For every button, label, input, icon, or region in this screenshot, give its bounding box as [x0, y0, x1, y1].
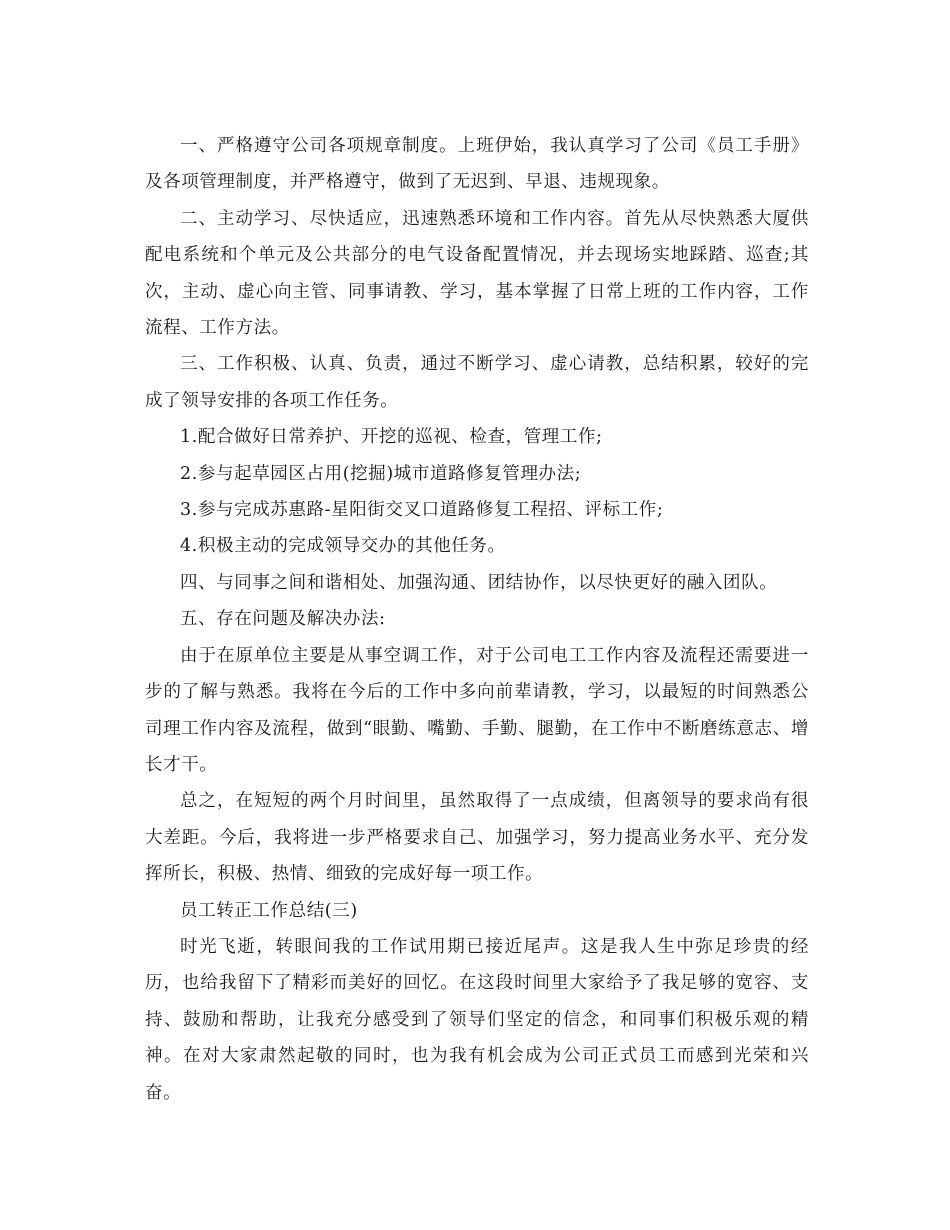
list-item-3: 3.参与完成苏惠路-星阳街交叉口道路修复工程招、评标工作;	[180, 500, 664, 521]
section-heading-summary-3: 员工转正工作总结(三)	[180, 900, 358, 921]
paragraph-learning: 二、主动学习、尽快适应，迅速熟悉环境和工作内容。首先从尽快熟悉大厦供配电系统和个单元及公共部分的电气设备配置情况，并去现场实地踩踏、巡查;其次，主动、虚心向主管、同事请教、学习，基本掌握了日常上班的工作内容，工作流程、工作方法。	[145, 208, 809, 339]
list-item-4: 4.积极主动的完成领导交办的其他任务。	[180, 536, 506, 557]
paragraph-conclusion: 总之，在短短的两个月时间里，虽然取得了一点成绩，但离领导的要求尚有很大差距。今后，我将进一步严格要求自己、加强学习，努力提高业务水平、充分发挥所长，积极、热情、细致的完成好每一项工作。	[145, 791, 809, 885]
list-item-1: 1.配合做好日常养护、开挖的巡视、检查，管理工作;	[180, 427, 603, 448]
document-body	[145, 128, 809, 1111]
paragraph-teamwork: 四、与同事之间和谐相处、加强沟通、团结协作，以尽快更好的融入团队。	[180, 572, 778, 593]
paragraph-work-attitude: 三、工作积极、认真、负责，通过不断学习、虚心请教，总结积累，较好的完成了领导安排的各项工作任务。	[145, 354, 809, 411]
paragraph-problems-solution: 由于在原单位主要是从事空调工作，对于公司电工工作内容及流程还需要进一步的了解与熟悉。我将在今后的工作中多向前辈请教，学习，以最短的时间熟悉公司理工作内容及流程，做到“眼勤、嘴勤、手勤、腿勤，在工作中不断磨练意志、增长才干。	[145, 645, 809, 775]
paragraph-rules: 一、严格遵守公司各项规章制度。上班伊始，我认真学习了公司《员工手册》及各项管理制度，并严格遵守，做到了无迟到、早退、违规现象。	[145, 136, 809, 193]
list-item-2: 2.参与起草园区占用(挖掘)城市道路修复管理办法;	[180, 463, 582, 484]
paragraph-problems-heading: 五、存在问题及解决办法:	[180, 609, 386, 630]
paragraph-probation-reflection: 时光飞逝，转眼间我的工作试用期已接近尾声。这是我人生中弥足珍贵的经历，也给我留下了精彩而美好的回忆。在这段时间里大家给予了我足够的宽容、支持、鼓励和帮助，让我充分感受到了领导们坚定的信念，和同事们积极乐观的精神。在对大家肃然起敬的同时，也为我有机会成为公司正式员工而感到光荣和兴奋。	[145, 936, 809, 1103]
